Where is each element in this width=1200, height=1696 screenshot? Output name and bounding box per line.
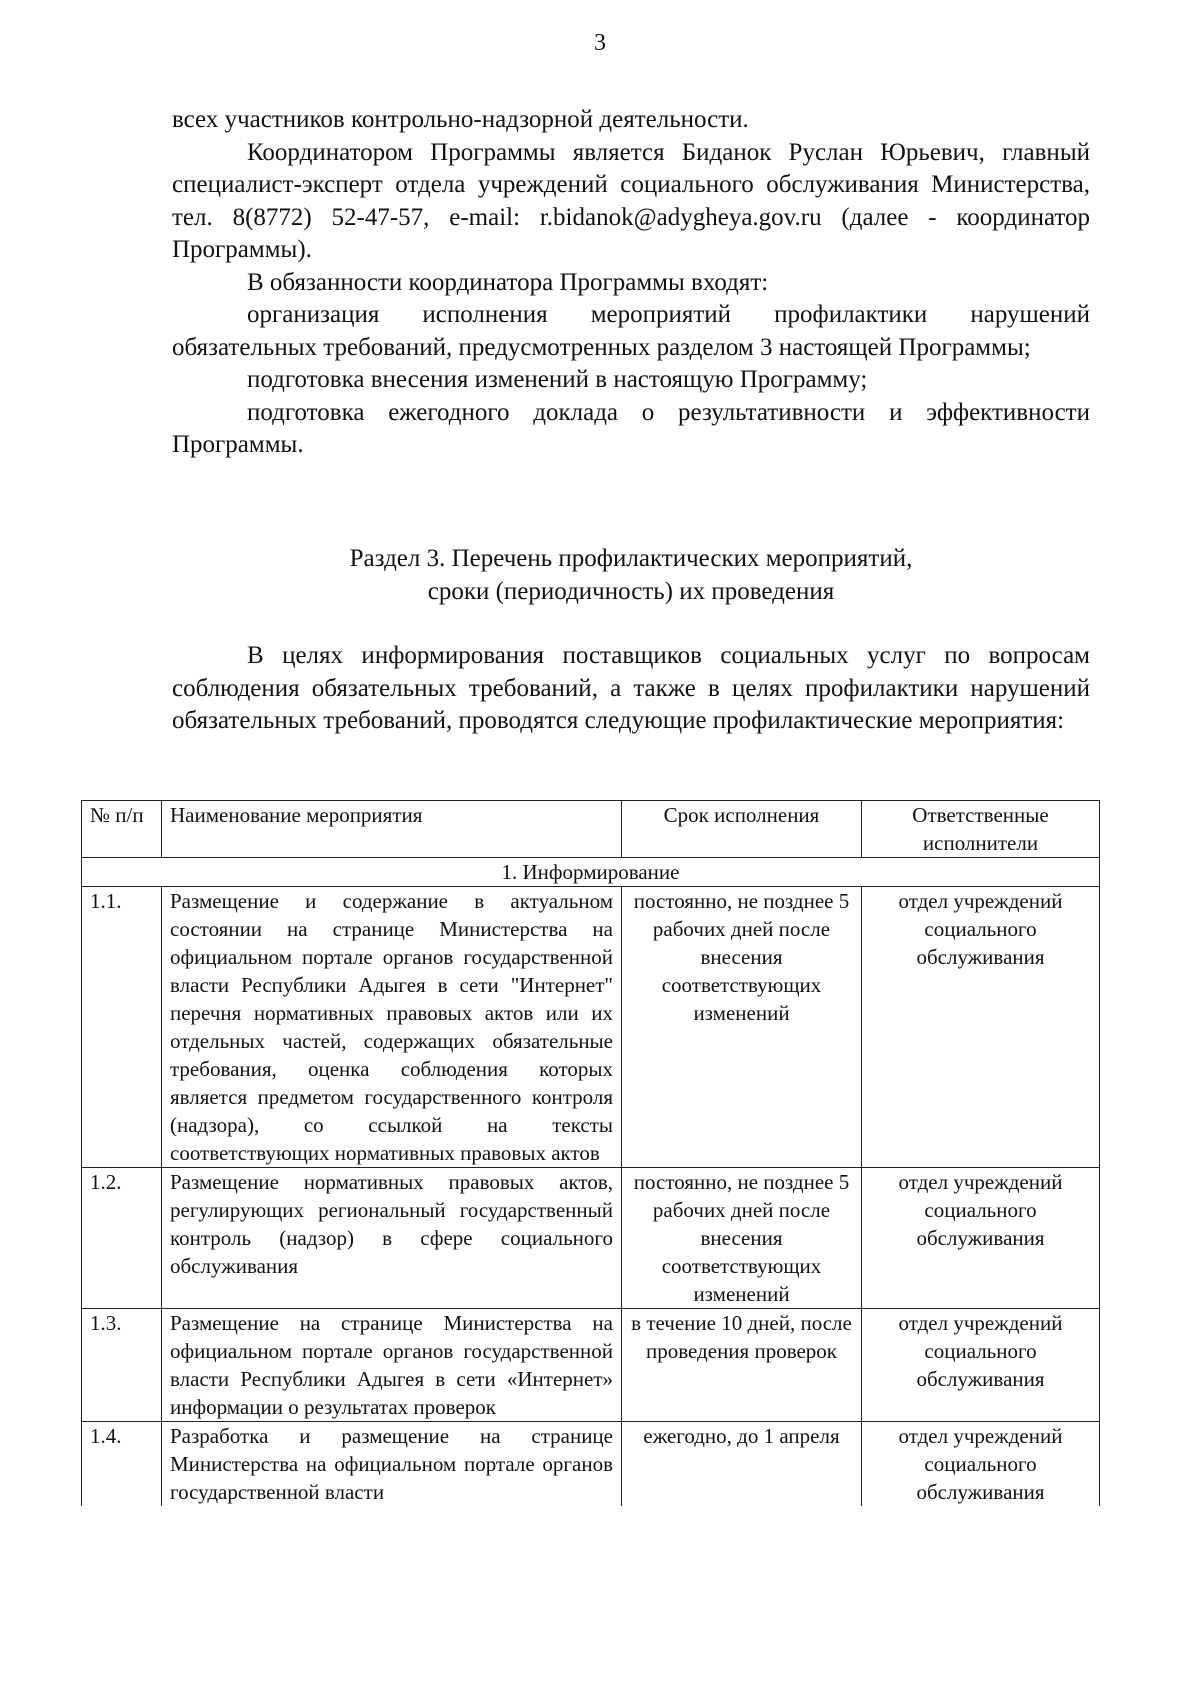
paragraph-5: подготовка внесения изменений в настоящую Программу; bbox=[247, 366, 868, 393]
table-row bbox=[82, 887, 1100, 1168]
header-num: № п/п bbox=[82, 801, 162, 858]
table-header-row bbox=[82, 801, 1100, 858]
intro-text bbox=[172, 640, 1090, 738]
row-num: 1.2. bbox=[82, 1168, 162, 1309]
row-num: 1.4. bbox=[82, 1422, 162, 1507]
row-name: Размещение нормативных правовых актов, регулирующих региональный государственный контроль (надзор) в сфере социального обслуживания bbox=[162, 1168, 622, 1309]
table-row bbox=[82, 1168, 1100, 1309]
section-title-line-1: Раздел 3. Перечень профилактических мероприятий, bbox=[349, 545, 913, 572]
row-term: в течение 10 дней, после проведения проверок bbox=[622, 1309, 862, 1422]
row-term: постоянно, не позднее 5 рабочих дней после внесения соответствующих изменений bbox=[622, 887, 862, 1168]
paragraph-3: В обязанности координатора Программы входят: bbox=[247, 268, 769, 296]
header-name: Наименование мероприятия bbox=[162, 801, 622, 858]
section-title-line-2: сроки (периодичность) их проведения bbox=[427, 578, 835, 605]
row-num: 1.1. bbox=[82, 887, 162, 1168]
table-row bbox=[82, 1309, 1100, 1422]
row-responsible: отдел учреждений социального обслуживания bbox=[862, 1168, 1100, 1309]
paragraph-2: Координатором Программы является Биданок Руслан Юрьевич, главный специалист-эксперт отдела учреждений социального обслуживания Министерства, тел. 8(8772) 52-47-57, e-mail: r.bidanok@adygheya.gov.ru (далее - координатор Программы). bbox=[172, 138, 1090, 263]
body-text bbox=[172, 104, 1090, 462]
row-term: ежегодно, до 1 апреля bbox=[622, 1422, 862, 1507]
paragraph-6: подготовка ежегодного доклада о результативности и эффективности Программы. bbox=[172, 398, 1090, 458]
row-name: Размещение и содержание в актуальном состоянии на странице Министерства на официальном портале органов государственной власти Республики Адыгея в сети "Интернет" перечня нормативных правовых актов или их отдельных частей, содержащих обязательные требования, оценка соблюдения которых является предметом государственного контроля (надзора), со ссылкой на тексты соответствующих нормативных правовых актов bbox=[162, 887, 622, 1168]
header-term: Срок исполнения bbox=[622, 801, 862, 858]
table-group-row bbox=[82, 858, 1100, 887]
table-row bbox=[82, 1422, 1100, 1507]
paragraph-1: всех участников контрольно-надзорной деятельности. bbox=[172, 106, 749, 133]
row-name: Размещение на странице Министерства на официальном портале органов государственной власти Республики Адыгея в сети «Интернет» информации о результатах проверок bbox=[162, 1309, 622, 1422]
row-responsible: отдел учреждений социального обслуживания bbox=[862, 887, 1100, 1168]
measures-table bbox=[81, 800, 1100, 1506]
section-title bbox=[172, 542, 1090, 608]
row-responsible: отдел учреждений социального обслуживания bbox=[862, 1422, 1100, 1507]
intro-paragraph: В целях информирования поставщиков социальных услуг по вопросам соблюдения обязательных требований, а также в целях профилактики нарушений обязательных требований, проводятся следующие профилактические мероприятия: bbox=[172, 642, 1090, 734]
row-name: Разработка и размещение на странице Министерства на официальном портале органов государственной власти bbox=[162, 1422, 622, 1507]
row-term: постоянно, не позднее 5 рабочих дней после внесения соответствующих изменений bbox=[622, 1168, 862, 1309]
row-num: 1.3. bbox=[82, 1309, 162, 1422]
row-responsible: отдел учреждений социального обслуживания bbox=[862, 1309, 1100, 1422]
header-responsible: Ответственные исполнители bbox=[862, 801, 1100, 858]
group-title: 1. Информирование bbox=[82, 858, 1100, 887]
paragraph-4: организация исполнения мероприятий профилактики нарушений обязательных требований, предусмотренных разделом 3 настоящей Программы; bbox=[172, 301, 1090, 361]
page-number: 3 bbox=[594, 30, 606, 56]
